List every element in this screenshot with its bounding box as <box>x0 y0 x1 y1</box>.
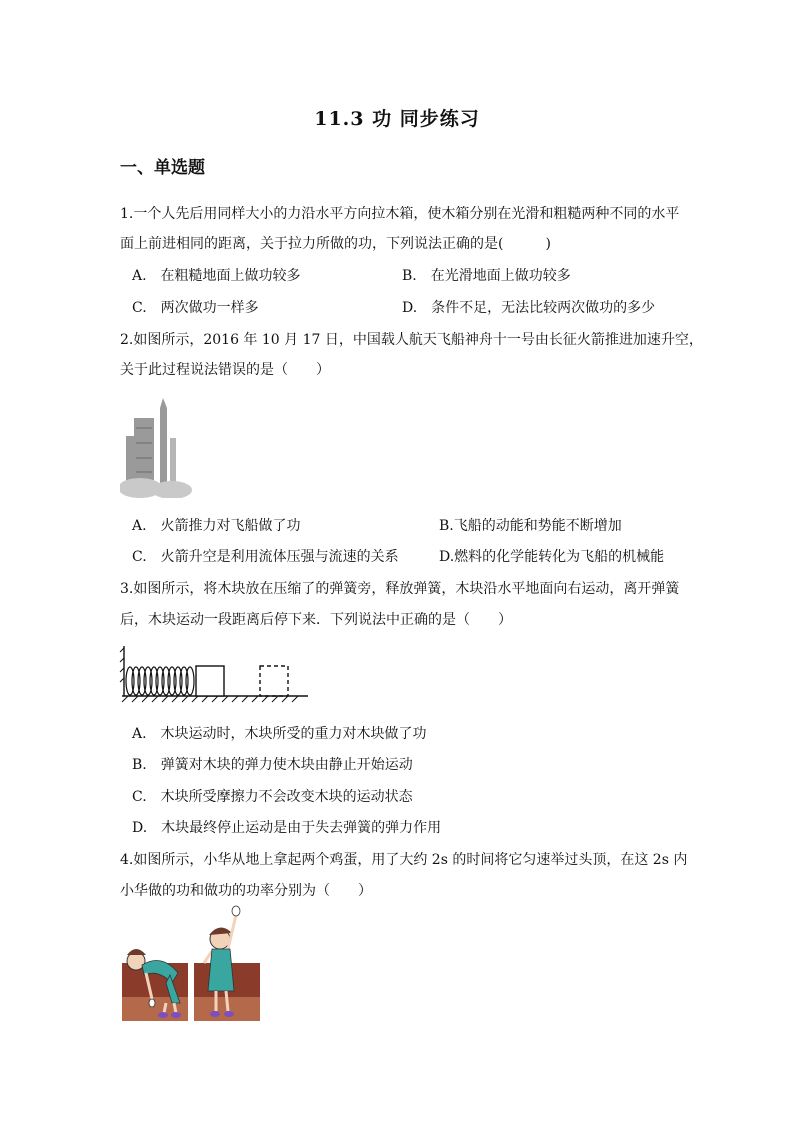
q1-option-d: D. 条件不足，无法比较两次做功的多少 <box>402 300 656 316</box>
q1-option-a: A. 在粗糙地面上做功较多 <box>132 268 301 284</box>
q2-stem-line2: 关于此过程说法错误的是（ ） <box>120 362 330 378</box>
q1-stem-line2: 面上前进相同的距离，关于拉力所做的功，下列说法正确的是( ) <box>120 236 551 252</box>
q3-stem-line2: 后，木块运动一段距离后停下来．下列说法中正确的是（ ） <box>120 612 512 628</box>
q3-option-c: C. 木块所受摩擦力不会改变木块的运动状态 <box>132 789 413 805</box>
rocket-launch-image <box>120 398 192 498</box>
section-heading: 一、单选题 <box>120 158 205 178</box>
q4-stem-line2: 小华做的功和做功的功率分别为（ ） <box>120 883 372 899</box>
q3-option-b: B. 弹簧对木块的弹力使木块由静止开始运动 <box>132 757 413 773</box>
page-title: 11.3 功 同步练习 <box>314 108 480 130</box>
q4-stem-line1: 4.如图所示，小华从地上拿起两个鸡蛋，用了大约 2s 的时间将它匀速举过头顶，在这 2s 内 <box>120 852 688 868</box>
q1-option-c: C. 两次做功一样多 <box>132 300 259 316</box>
q2-option-c: C. 火箭升空是利用流体压强与流速的关系 <box>132 549 399 565</box>
q3-stem-line1: 3.如图所示，将木块放在压缩了的弹簧旁，释放弹簧，木块沿水平地面向右运动，离开弹簧 <box>120 581 680 597</box>
q2-option-a: A. 火箭推力对飞船做了功 <box>132 518 301 534</box>
q2-stem-line1: 2.如图所示，2016 年 10 月 17 日，中国载人航天飞船神舟十一号由长征火箭推进加速升空， <box>120 332 703 348</box>
q2-option-b: B.飞船的动能和势能不断增加 <box>439 518 622 534</box>
q1-stem-line1: 1.一个人先后用同样大小的力沿水平方向拉木箱，使木箱分别在光滑和粗糙两种不同的水平 <box>120 206 680 222</box>
q3-option-d: D. 木块最终停止运动是由于失去弹簧的弹力作用 <box>132 820 442 836</box>
girl-lifting-eggs-illustration <box>122 903 262 1023</box>
q3-option-a: A. 木块运动时，木块所受的重力对木块做了功 <box>132 726 427 742</box>
q2-option-d: D.燃料的化学能转化为飞船的机械能 <box>439 549 665 565</box>
q1-option-b: B. 在光滑地面上做功较多 <box>402 268 571 284</box>
spring-block-diagram <box>118 642 313 704</box>
